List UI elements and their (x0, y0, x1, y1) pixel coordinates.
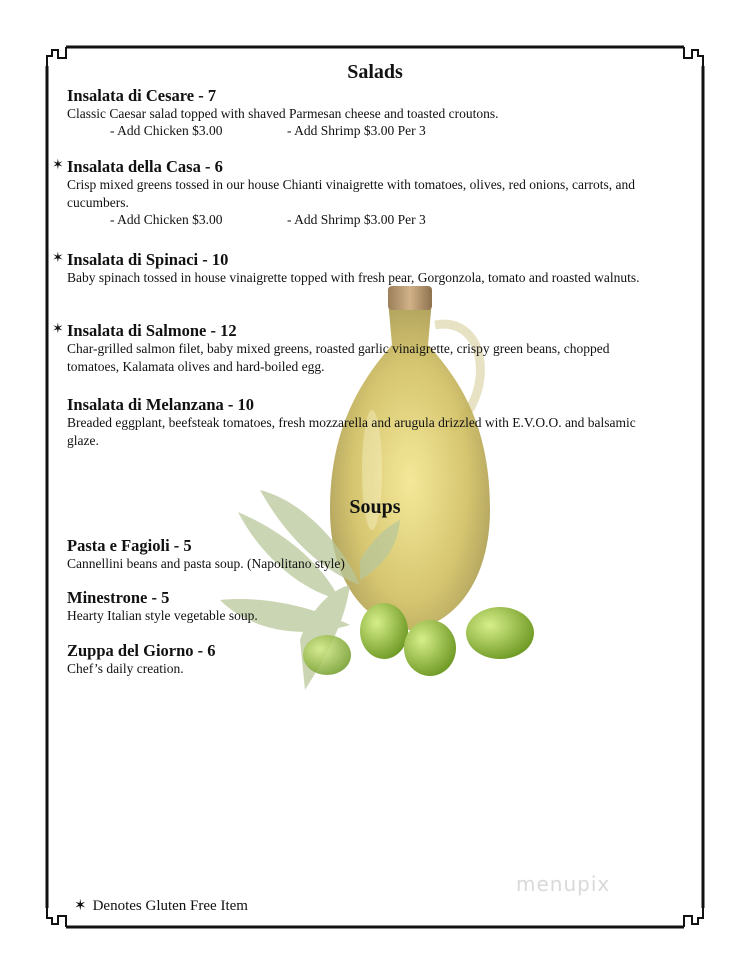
add-chicken-option: - Add Chicken $3.00 (110, 123, 223, 138)
item-title: Insalata di Salmone - 12 (67, 321, 237, 340)
salads-heading: Salads (347, 61, 403, 83)
menu-item (67, 86, 647, 123)
menu-item (67, 641, 647, 678)
item-title: Insalata di Spinaci - 10 (67, 250, 229, 269)
item-title: Insalata di Melanzana - 10 (67, 395, 255, 414)
gluten-free-star-icon: ✶ (74, 898, 87, 914)
add-shrimp-option: - Add Shrimp $3.00 Per 3 (287, 123, 426, 138)
item-title: Pasta e Fagioli - 5 (67, 536, 192, 555)
menu-item (67, 395, 647, 450)
menu-item (67, 588, 647, 625)
item-description: Hearty Italian style vegetable soup. (67, 608, 258, 623)
item-title: Insalata di Cesare - 7 (67, 86, 217, 105)
menu-item (67, 536, 647, 573)
item-title: Insalata della Casa - 6 (67, 157, 223, 176)
item-description: Classic Caesar salad topped with shaved Parmesan cheese and toasted croutons. (67, 106, 499, 121)
item-description: Cannellini beans and pasta soup. (Napolitano style) (67, 556, 345, 571)
gluten-free-star-icon: ✶ (52, 251, 64, 266)
add-shrimp-option: - Add Shrimp $3.00 Per 3 (287, 212, 426, 227)
item-description: Char-grilled salmon filet, baby mixed greens, roasted garlic vinaigrette, crispy green beans, chopped tomatoes, Kalamata olives and hard-boiled egg. (67, 341, 610, 374)
gluten-free-legend (74, 896, 248, 915)
menu-item (52, 321, 647, 376)
menupix-watermark: menupix (516, 872, 611, 896)
menu-item (52, 250, 647, 287)
item-description: Breaded eggplant, beefsteak tomatoes, fresh mozzarella and arugula drizzled with E.V.O.O. and balsamic glaze. (67, 415, 636, 448)
menu-item (52, 157, 647, 212)
item-description: Baby spinach tossed in house vinaigrette topped with fresh pear, Gorgonzola, tomato and roasted walnuts. (67, 270, 640, 285)
gluten-free-star-icon: ✶ (52, 322, 64, 337)
add-chicken-option: - Add Chicken $3.00 (110, 212, 223, 227)
item-title: Zuppa del Giorno - 6 (67, 641, 216, 660)
legend-text: Denotes Gluten Free Item (92, 898, 248, 914)
item-description: Chef’s daily creation. (67, 661, 184, 676)
soups-heading: Soups (349, 496, 401, 518)
item-title: Minestrone - 5 (67, 588, 170, 607)
gluten-free-star-icon: ✶ (52, 158, 64, 173)
item-description: Crisp mixed greens tossed in our house Chianti vinaigrette with tomatoes, olives, red onions, carrots, and cucumbers. (67, 177, 636, 210)
